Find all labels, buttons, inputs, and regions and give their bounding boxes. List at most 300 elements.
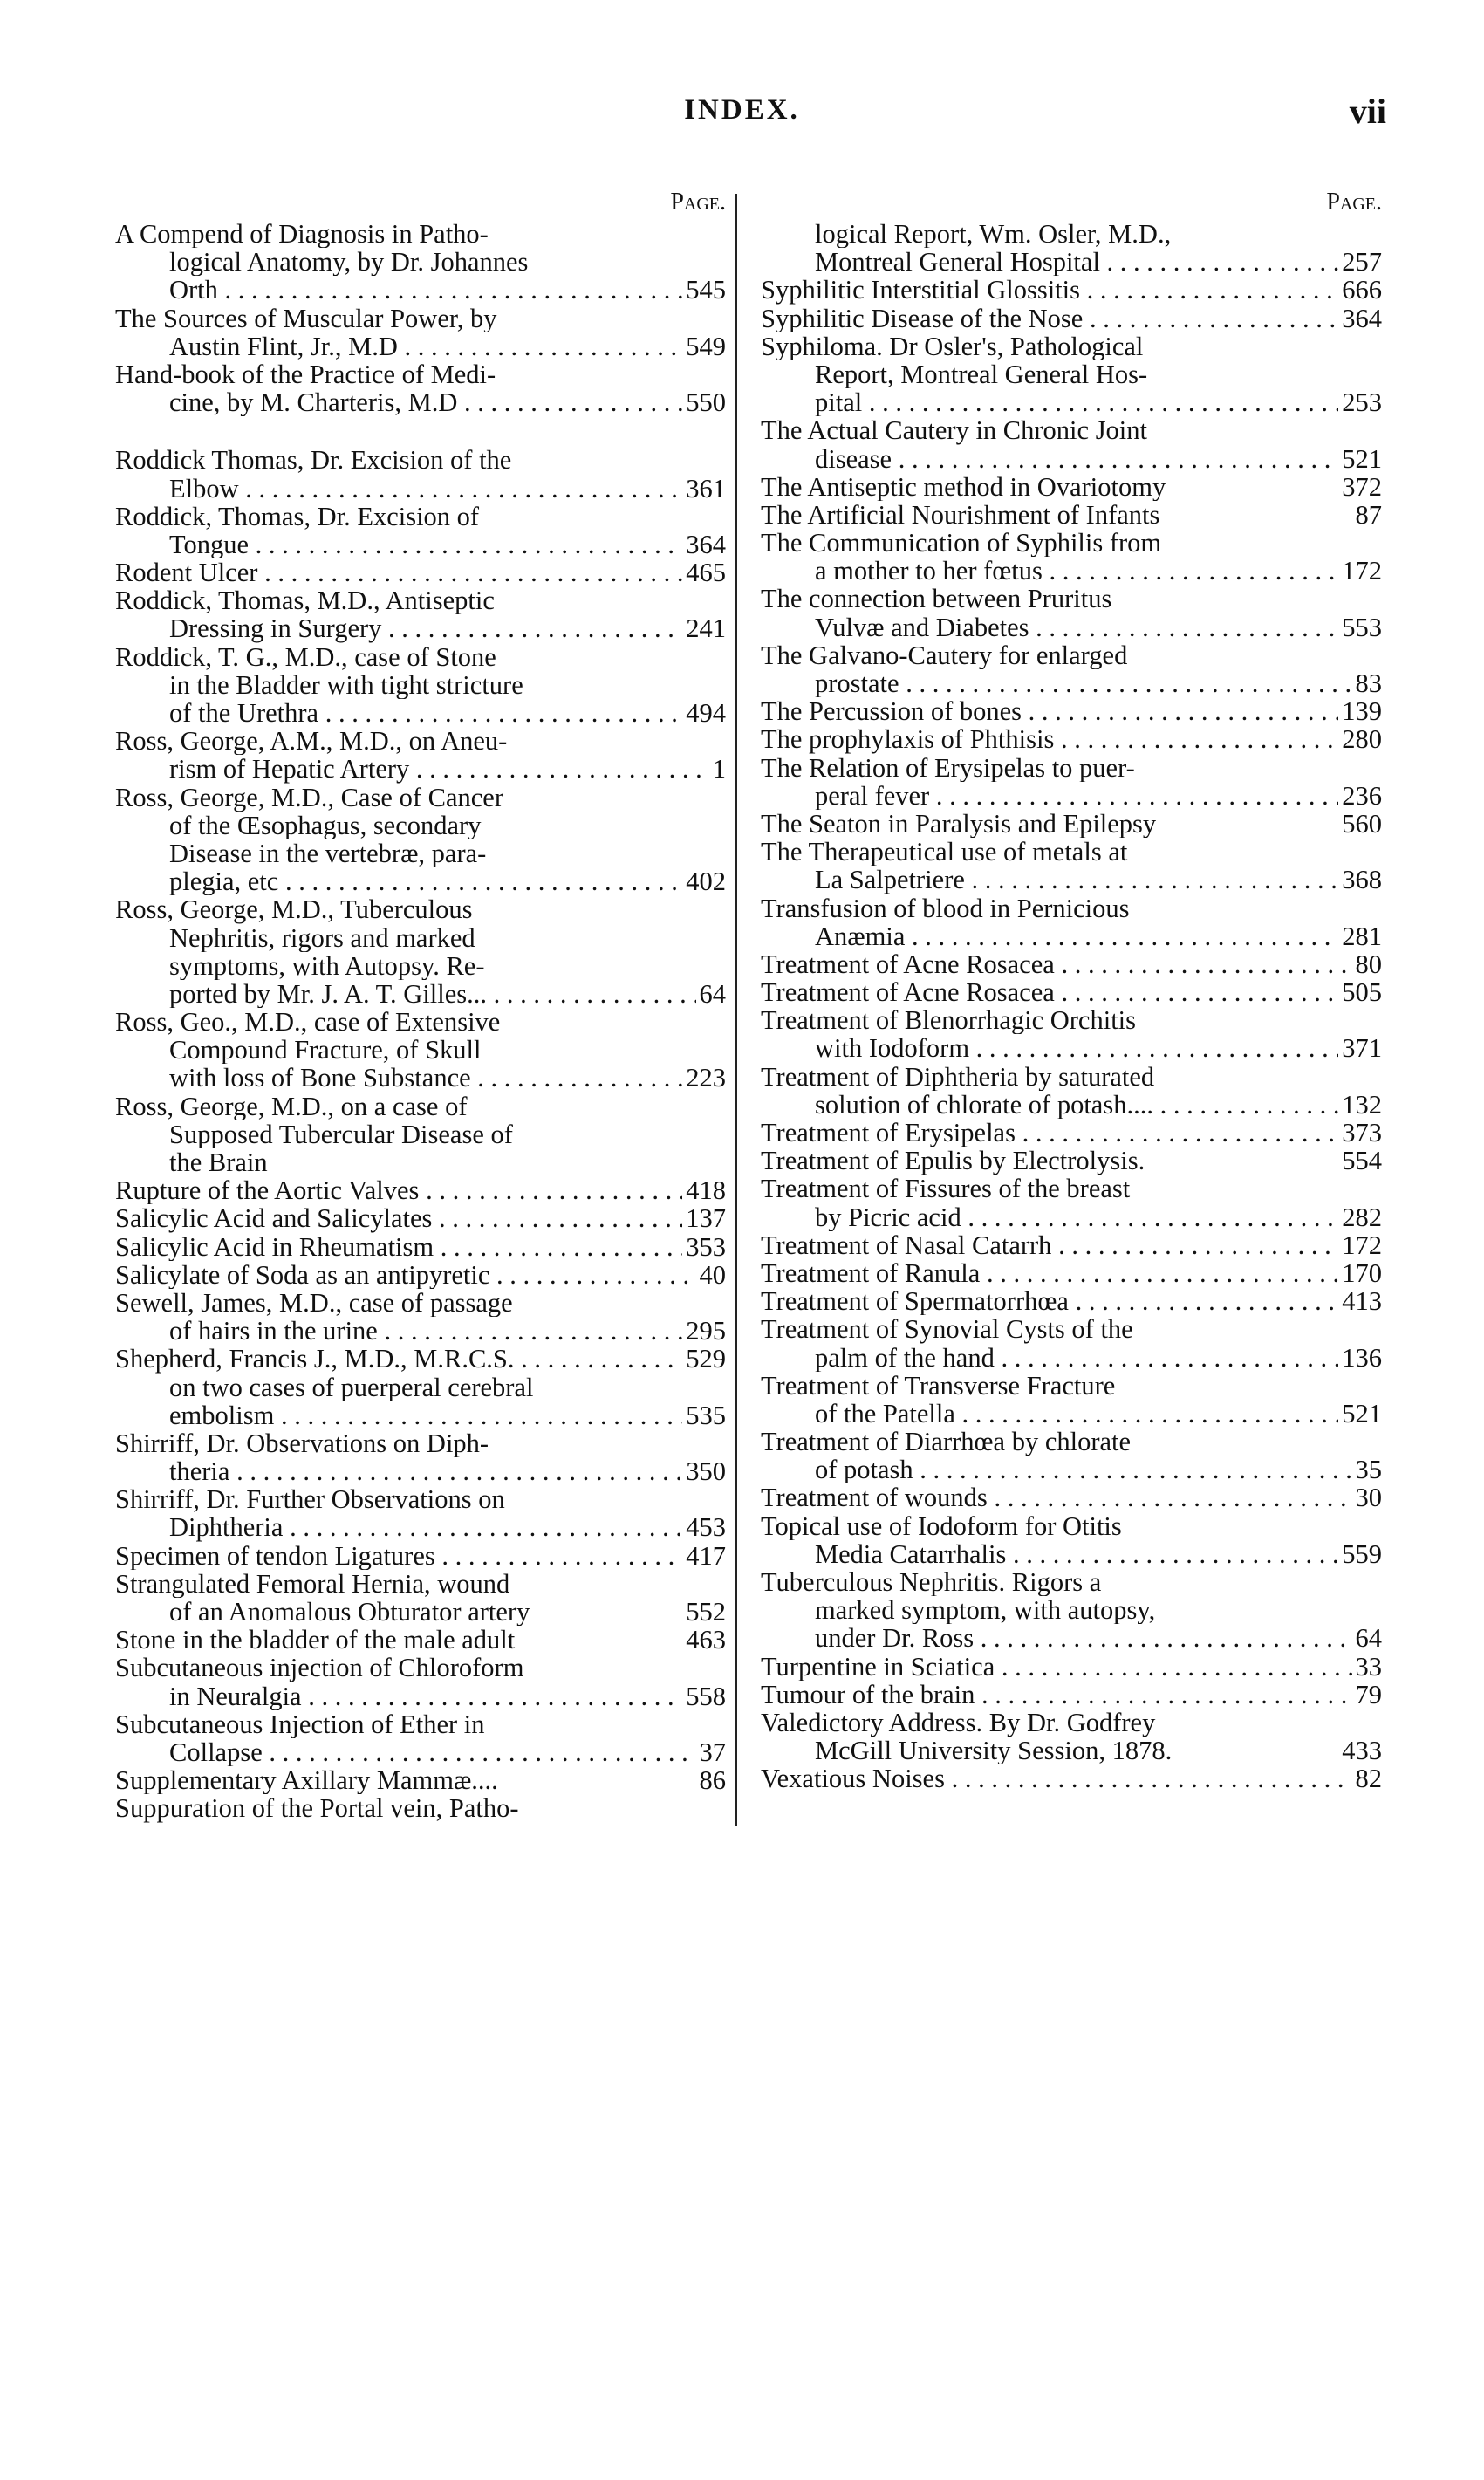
page-reference: 64 (696, 980, 727, 1008)
index-entry (761, 1568, 1382, 1653)
entry-text: marked symptom, with autopsy, (815, 1596, 1156, 1625)
index-entry-line (115, 531, 726, 558)
entry-text: Salicylate of Soda as an antipyretic . . . (115, 1261, 726, 1289)
index-entry-line (115, 727, 726, 755)
index-entry (761, 529, 1382, 585)
index-entry-line (761, 1006, 1382, 1034)
entry-text: under Dr. Ross . . . (815, 1624, 1382, 1652)
entry-text: Roddick Thomas, Dr. Excision of the (115, 446, 512, 475)
index-entry-line (761, 1512, 1382, 1540)
index-entry-line (115, 1374, 726, 1401)
entry-text: with Iodoform . . . (815, 1034, 1382, 1062)
entry-text: Roddick, Thomas, M.D., Antiseptic (115, 586, 495, 615)
index-entry-line (115, 388, 726, 416)
page-reference: 549 (682, 332, 726, 360)
entry-text: Hand-book of the Practice of Medi- (115, 360, 496, 389)
index-entry (761, 978, 1382, 1006)
page-reference: 236 (1338, 782, 1382, 810)
index-entry (115, 1542, 726, 1570)
index-entry-line (115, 1485, 726, 1513)
index-entry-line (115, 895, 726, 923)
page-reference: 417 (682, 1542, 726, 1570)
index-entry-line (115, 1766, 726, 1794)
index-entry-line (761, 1737, 1382, 1764)
index-entry-line (115, 1120, 726, 1148)
index-entry-line (115, 643, 726, 671)
index-entry-line (115, 1513, 726, 1541)
page-reference: 558 (682, 1682, 726, 1710)
index-entry (761, 1147, 1382, 1175)
index-entry (761, 585, 1382, 641)
page-reference: 402 (682, 867, 726, 895)
entry-text: plegia, etc . . . (169, 867, 726, 895)
entry-text: logical Report, Wm. Osler, M.D., (815, 220, 1172, 249)
entry-text: Treatment of Transverse Fracture (761, 1371, 1116, 1400)
index-entry (115, 1794, 726, 1822)
index-entry (761, 1512, 1382, 1568)
index-entry-line (115, 446, 726, 474)
index-entry-line (761, 1653, 1382, 1681)
page-reference: 521 (1338, 1400, 1382, 1428)
section-gap (115, 416, 726, 446)
entry-text: Treatment of Blenorrhagic Orchitis (761, 1006, 1137, 1035)
left-index-entries (115, 220, 726, 1823)
entry-text: The Artificial Nourishment of Infants (761, 500, 1160, 530)
index-entry (761, 725, 1382, 753)
entry-text: Topical use of Iodoform for Otitis (761, 1511, 1122, 1540)
index-entry-line (115, 980, 726, 1008)
index-entry (761, 305, 1382, 332)
page-reference: 453 (682, 1513, 726, 1541)
entry-text: Dressing in Surgery . . . (169, 614, 726, 642)
index-entry-line (115, 1317, 726, 1345)
index-entry (761, 1006, 1382, 1062)
index-entry-line (115, 503, 726, 531)
page-reference: 1 (709, 755, 726, 783)
index-entry (761, 416, 1382, 472)
index-entry-line (761, 1315, 1382, 1343)
entry-text: by Picric acid . . . (815, 1203, 1382, 1231)
page-reference: 372 (1338, 473, 1382, 501)
index-entry-line (761, 641, 1382, 669)
index-entry-line (761, 1709, 1382, 1737)
index-entry-line (761, 697, 1382, 725)
page-reference: 418 (682, 1176, 726, 1204)
page-reference: 281 (1338, 922, 1382, 950)
entry-text: Compound Fracture, of Skull (169, 1036, 482, 1065)
index-entry (115, 1710, 726, 1766)
entry-text: Treatment of Nasal Catarrh . . . (761, 1231, 1382, 1259)
index-entry-line (761, 276, 1382, 304)
entry-text: Syphilitic Disease of the Nose . . . (761, 305, 1382, 332)
left-column (115, 185, 726, 1823)
entry-text: the Brain (169, 1148, 268, 1177)
index-entry (761, 641, 1382, 697)
index-entry-line (115, 586, 726, 614)
index-entry-line (761, 1624, 1382, 1652)
index-entry-line (115, 699, 726, 727)
page-reference: 136 (1338, 1344, 1382, 1372)
index-entry-line (761, 1764, 1382, 1792)
entry-text: peral fever . . . (815, 782, 1382, 810)
index-entry (115, 1626, 726, 1654)
index-entry (115, 1204, 726, 1232)
entry-text: Tuberculous Nephritis. Rigors a (761, 1568, 1102, 1597)
entry-text: La Salpetriere . . . (815, 866, 1382, 894)
index-entry-line (115, 276, 726, 304)
index-entry-line (761, 978, 1382, 1006)
entry-text: symptoms, with Autopsy. Re- (169, 951, 485, 980)
entry-text: Specimen of tendon Ligatures . . . (115, 1542, 726, 1570)
index-entry (115, 220, 726, 305)
index-entry-line (115, 1176, 726, 1204)
index-entry-line (115, 1710, 726, 1738)
page-reference: 545 (682, 276, 726, 304)
entry-text: Nephritis, rigors and marked (169, 923, 475, 952)
page-reference: 82 (1352, 1764, 1383, 1792)
entry-text: Austin Flint, Jr., M.D . . . (169, 332, 726, 360)
index-entry-line (115, 1345, 726, 1373)
index-entry-line (761, 1568, 1382, 1596)
entry-text: Treatment of Acne Rosacea . . . (761, 978, 1382, 1006)
index-entry-line (115, 614, 726, 642)
index-entry-line (115, 1204, 726, 1232)
page-reference: 364 (682, 531, 726, 558)
entry-text: Rodent Ulcer . . . (115, 558, 726, 586)
page-reference: 505 (1338, 978, 1382, 1006)
running-head (0, 94, 1484, 138)
index-entry (761, 810, 1382, 838)
page-reference: 433 (1338, 1737, 1382, 1764)
entry-text: disease . . . (815, 445, 1382, 473)
entry-text: Ross, George, A.M., M.D., on Aneu- (115, 727, 508, 756)
index-entry (761, 950, 1382, 978)
index-entry-line (761, 1456, 1382, 1483)
page-reference: 560 (1338, 810, 1382, 838)
entry-text: Ross, George, M.D., on a case of (115, 1092, 468, 1120)
page-reference: 553 (1338, 613, 1382, 641)
entry-text: Shepherd, Francis J., M.D., M.R.C.S. . . . (115, 1345, 726, 1373)
entry-text: Shirriff, Dr. Observations on Diph- (115, 1428, 489, 1458)
index-entry-line (761, 754, 1382, 782)
page-reference: 368 (1338, 866, 1382, 894)
entry-text: Treatment of Spermatorrhœa . . . (761, 1287, 1382, 1315)
entry-text: of the Œsophagus, secondary (169, 811, 482, 839)
entry-text: in Neuralgia . . . (169, 1682, 726, 1710)
index-entry-line (761, 1034, 1382, 1062)
index-entry-line (761, 332, 1382, 360)
index-entry (115, 1261, 726, 1289)
entry-text: theria . . . (169, 1457, 726, 1485)
page-reference: 86 (696, 1766, 727, 1794)
page-title: INDEX. (684, 94, 800, 126)
index-entry-line (761, 1091, 1382, 1119)
index-entry-line (115, 1570, 726, 1598)
index-entry-line (761, 248, 1382, 276)
entry-text: Subcutaneous Injection of Ether in (115, 1709, 485, 1738)
entry-text: Treatment of Fissures of the breast (761, 1175, 1131, 1203)
page-reference: 170 (1338, 1259, 1382, 1287)
entry-text: in the Bladder with tight stricture (169, 670, 523, 699)
entry-text: Treatment of Epulis by Electrolysis. (761, 1147, 1145, 1175)
entry-text: of potash . . . (815, 1456, 1382, 1483)
entry-text: The Relation of Erysipelas to puer- (761, 753, 1135, 782)
index-entry-line (115, 1457, 726, 1485)
page-reference: 559 (1338, 1540, 1382, 1568)
index-entry-line (761, 782, 1382, 810)
index-entry-line (761, 894, 1382, 922)
index-entry-line (761, 810, 1382, 838)
entry-text: Turpentine in Sciatica . . . (761, 1653, 1382, 1681)
entry-text: a mother to her fœtus . . . (815, 557, 1382, 585)
entry-text: The Communication of Syphilis from (761, 529, 1162, 558)
index-entry-line (761, 613, 1382, 641)
page-reference: 465 (682, 558, 726, 586)
index-entry-line (115, 1626, 726, 1654)
entry-text: McGill University Session, 1878. (815, 1737, 1173, 1765)
index-entry-line (761, 838, 1382, 866)
index-entry-line (115, 671, 726, 699)
entry-text: Orth . . . (169, 276, 726, 304)
page-reference: 37 (696, 1738, 727, 1766)
index-entry-line (761, 1147, 1382, 1175)
page-reference: 33 (1352, 1653, 1383, 1681)
index-entry (761, 1287, 1382, 1315)
index-entry-line (761, 1203, 1382, 1231)
page-reference: 241 (682, 614, 726, 642)
entry-text: Tumour of the brain . . . (761, 1681, 1382, 1709)
index-entry-line (115, 1036, 726, 1064)
index-entry-line (115, 1738, 726, 1766)
index-entry-line (761, 1372, 1382, 1400)
entry-text: of an Anomalous Obturator artery (169, 1598, 530, 1627)
index-entry-line (761, 473, 1382, 501)
page-reference: 253 (1338, 388, 1382, 416)
page-reference: 30 (1352, 1483, 1383, 1511)
page-reference: 373 (1338, 1119, 1382, 1147)
index-entry-line (761, 950, 1382, 978)
index-entry (761, 1231, 1382, 1259)
index-entry (761, 473, 1382, 501)
entry-text: embolism . . . (169, 1401, 726, 1429)
entry-text: Diphtheria . . . (169, 1513, 726, 1541)
index-entry (761, 1681, 1382, 1709)
index-entry-line (115, 558, 726, 586)
index-entry (115, 558, 726, 586)
index-entry-line (115, 1794, 726, 1822)
index-entry (761, 1483, 1382, 1511)
entry-text: Media Catarrhalis . . . (815, 1540, 1382, 1568)
index-entry-line (761, 1063, 1382, 1091)
entry-text: Tongue . . . (169, 531, 726, 558)
page-reference: 87 (1352, 501, 1383, 529)
entry-text: Montreal General Hospital . . . (815, 248, 1382, 276)
index-entry (761, 1764, 1382, 1792)
index-entry-line (761, 305, 1382, 332)
index-entry-line (115, 1064, 726, 1092)
entry-text: Salicylic Acid in Rheumatism . . . (115, 1233, 726, 1261)
index-entry-line (115, 220, 726, 248)
page-reference: 552 (682, 1598, 726, 1626)
entry-text: Elbow . . . (169, 475, 726, 503)
index-entry (761, 838, 1382, 894)
index-entry (761, 1063, 1382, 1119)
entry-text: Treatment of wounds . . . (761, 1483, 1382, 1511)
page-reference: 353 (682, 1233, 726, 1261)
page-reference: 550 (682, 388, 726, 416)
index-entry-line (761, 1428, 1382, 1456)
index-entry-line (761, 866, 1382, 894)
index-entry-line (115, 1008, 726, 1036)
entry-text: Treatment of Erysipelas . . . (761, 1119, 1382, 1147)
entry-text: Suppuration of the Portal vein, Patho- (115, 1794, 519, 1823)
index-entry-line (115, 1148, 726, 1176)
index-entry-line (761, 416, 1382, 444)
page-reference: 364 (1338, 305, 1382, 332)
index-entry-line (115, 924, 726, 952)
index-entry-line (761, 1681, 1382, 1709)
index-entry-line (115, 475, 726, 503)
index-entry (115, 1570, 726, 1626)
entry-text: Salicylic Acid and Salicylates . . . (115, 1204, 726, 1232)
index-entry (761, 1428, 1382, 1483)
entry-text: Vulvæ and Diabetes . . . (815, 613, 1382, 641)
index-entry-line (761, 1119, 1382, 1147)
index-entry-line (761, 1400, 1382, 1428)
index-entry-line (115, 1542, 726, 1570)
entry-text: Treatment of Diarrhœa by chlorate (761, 1428, 1132, 1456)
entry-text: The Percussion of bones . . . (761, 697, 1382, 725)
index-entry-line (115, 1401, 726, 1429)
index-entry (115, 784, 726, 896)
page-reference: 172 (1338, 557, 1382, 585)
column-divider (735, 194, 737, 1826)
entry-text: Roddick, T. G., M.D., case of Stone (115, 642, 496, 671)
index-entry-line (115, 1261, 726, 1289)
index-entry-line (761, 1231, 1382, 1259)
page-reference: 40 (696, 1261, 727, 1289)
entry-text: Supplementary Axillary Mammæ.... (115, 1766, 498, 1795)
page-reference: 295 (682, 1317, 726, 1345)
entry-text: Subcutaneous injection of Chloroform (115, 1654, 524, 1682)
index-entry (761, 1709, 1382, 1764)
entry-text: of the Patella . . . (815, 1400, 1382, 1428)
index-entry (115, 503, 726, 558)
index-entry-line (115, 1233, 726, 1261)
entry-text: of the Urethra . . . (169, 699, 726, 727)
index-entry (115, 1766, 726, 1794)
entry-text: Strangulated Femoral Hernia, wound (115, 1569, 510, 1598)
index-entry-line (761, 922, 1382, 950)
page-reference: 413 (1338, 1287, 1382, 1315)
index-entry (115, 446, 726, 502)
index-entry (761, 1119, 1382, 1147)
entry-text: Disease in the vertebræ, para- (169, 839, 487, 868)
index-entry-line (761, 1540, 1382, 1568)
index-entry (115, 1093, 726, 1177)
left-column-page-header: Page. (670, 188, 726, 216)
index-entry (761, 332, 1382, 417)
index-entry (115, 305, 726, 360)
entry-text: The connection between Pruritus (761, 585, 1112, 613)
entry-text: Collapse . . . (169, 1738, 726, 1766)
index-entry (761, 1175, 1382, 1230)
page-reference: 83 (1352, 669, 1383, 697)
page-reference: 64 (1352, 1624, 1383, 1652)
index-entry (115, 1289, 726, 1345)
index-entry-line (761, 388, 1382, 416)
page-reference: 361 (682, 475, 726, 503)
entry-text: The Galvano-Cautery for enlarged (761, 641, 1128, 669)
index-entry-line (115, 360, 726, 388)
index-entry-line (115, 248, 726, 276)
entry-text: The Antiseptic method in Ovariotomy (761, 472, 1166, 501)
entry-text: Shirriff, Dr. Further Observations on (115, 1485, 505, 1514)
page-reference: 554 (1338, 1147, 1382, 1175)
entry-text: The Seaton in Paralysis and Epilepsy (761, 809, 1157, 839)
page-reference: 521 (1338, 445, 1382, 473)
page-reference: 257 (1338, 248, 1382, 276)
index-entry (115, 727, 726, 783)
page-reference: 79 (1352, 1681, 1383, 1709)
page-reference: 463 (682, 1626, 726, 1654)
entry-text: on two cases of puerperal cerebral (169, 1373, 534, 1401)
index-entry (761, 1653, 1382, 1681)
index-entry (761, 276, 1382, 304)
index-entry-line (761, 501, 1382, 529)
index-entry (115, 643, 726, 728)
index-entry-line (115, 784, 726, 812)
index-entry (115, 1485, 726, 1541)
index-entry-line (115, 1654, 726, 1682)
index-entry (115, 1008, 726, 1093)
index-entry (761, 754, 1382, 810)
entry-text: Roddick, Thomas, Dr. Excision of (115, 502, 480, 531)
page-reference: 132 (1338, 1091, 1382, 1119)
page-reference: 223 (682, 1064, 726, 1092)
index-entry (115, 1233, 726, 1261)
index-entry (761, 501, 1382, 529)
page-reference: 172 (1338, 1231, 1382, 1259)
entry-text: pital . . . (815, 388, 1382, 416)
entry-text: Ross, Geo., M.D., case of Extensive (115, 1008, 501, 1037)
entry-text: Valedictory Address. By Dr. Godfrey (761, 1708, 1156, 1737)
index-entry-line (115, 1289, 726, 1317)
index-entry (115, 1429, 726, 1485)
entry-text: Ross, George, M.D., Tuberculous (115, 895, 473, 924)
entry-text: Ross, George, M.D., Case of Cancer (115, 783, 503, 812)
page-number: vii (1349, 92, 1386, 131)
entry-text: The Actual Cautery in Chronic Joint (761, 416, 1148, 445)
entry-text: Anæmia . . . (815, 922, 1382, 950)
index-entry-line (115, 867, 726, 895)
entry-text: palm of the hand . . . (815, 1344, 1382, 1372)
entry-text: Sewell, James, M.D., case of passage (115, 1288, 513, 1318)
right-index-entries (761, 220, 1382, 1793)
index-entry-line (761, 557, 1382, 585)
index-entry-line (761, 529, 1382, 557)
right-column (761, 185, 1382, 1793)
index-entry-line (761, 1175, 1382, 1202)
index-entry-line (761, 585, 1382, 613)
entry-text: with loss of Bone Substance . . . (169, 1064, 726, 1092)
entry-text: Treatment of Diphtheria by saturated (761, 1062, 1155, 1091)
entry-text: Rupture of the Aortic Valves . . . (115, 1176, 726, 1204)
index-entry (761, 1372, 1382, 1428)
entry-text: cine, by M. Charteris, M.D . . . (169, 388, 726, 416)
page-reference: 529 (682, 1345, 726, 1373)
index-entry (115, 1345, 726, 1429)
